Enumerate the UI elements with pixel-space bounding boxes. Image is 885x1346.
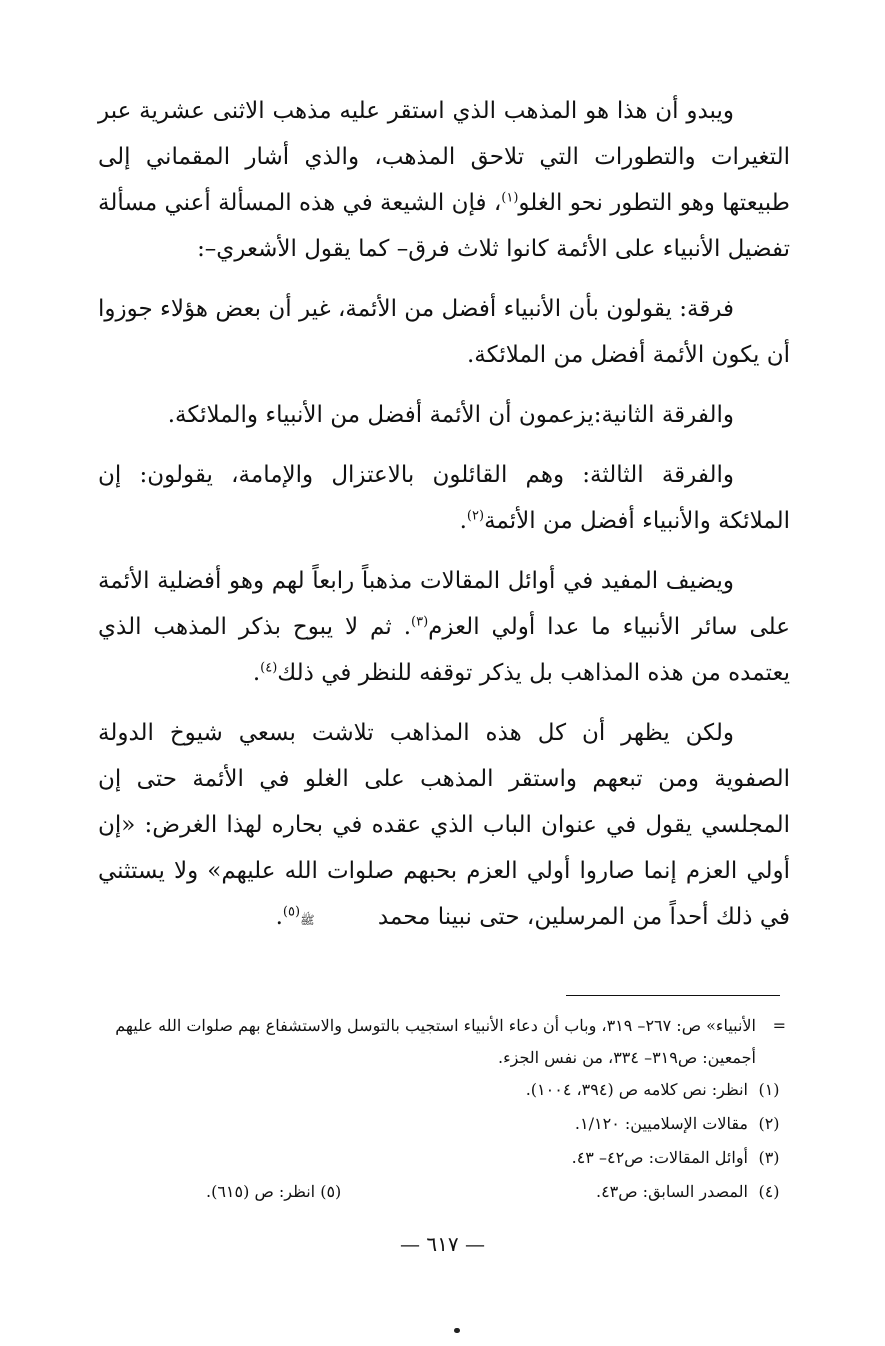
paragraph-5 <box>98 558 790 696</box>
footnote-separator <box>566 995 780 996</box>
paragraph-5-text-b: . ثم لا يبوح بذكر المذهب الذي يعتمده من هذه المذاهب بل يذكر توقفه للنظر في ذلك <box>98 614 790 686</box>
footnote-3 <box>86 1142 786 1176</box>
paragraph-6 <box>98 710 790 940</box>
paragraph-4 <box>98 452 790 544</box>
footnote-number: (٢) <box>758 1114 780 1133</box>
paragraph-1-text-a: ويبدو أن هذا هو المذهب الذي استقر عليه مذهب الاثنى عشرية عبر التغيرات والتطورات التي تلاحق المذهب، والذي أشار المقماني إلى طبيعتها وهو التطور نحو الغلو <box>98 98 790 216</box>
continuation-mark: = <box>772 1016 786 1035</box>
ink-speck <box>454 1328 460 1333</box>
paragraph-6-text-b: . <box>275 904 283 930</box>
paragraph-5-text-c: . <box>252 660 261 686</box>
footnotes <box>86 1010 786 1210</box>
footnote-2 <box>86 1108 786 1142</box>
footnote-4 <box>86 1176 786 1210</box>
footnote-number: (٤) <box>758 1182 780 1201</box>
salawat-glyph: ﷺ <box>300 913 315 927</box>
footnote-text: انظر: نص كلامه ص (٣٩٤، ١٠٠٤). <box>525 1080 748 1099</box>
footnote-text: مقالات الإسلاميين: ١/١٢٠. <box>574 1114 748 1133</box>
footnote-number: (١) <box>758 1080 780 1099</box>
paragraph-4-text-b: . <box>459 508 467 534</box>
footnote-text: المصدر السابق: ص٤٣. <box>595 1182 748 1201</box>
footnote-ref-2: (٢) <box>466 508 485 524</box>
paragraph-2 <box>98 286 790 378</box>
footnote-number: (٣) <box>758 1148 780 1167</box>
paragraph-3 <box>98 392 790 438</box>
page-number: — ٦١٧ — <box>400 1232 485 1256</box>
footnote-text: أوائل المقالات: ص٤٢– ٤٣. <box>571 1148 748 1167</box>
footnote-continuation <box>86 1010 786 1074</box>
paragraph-2-text: فرقة: يقولون بأن الأنبياء أفضل من الأئمة، غير أن بعض هؤلاء جوزوا أن يكون الأئمة أفضل من الملائكة. <box>98 296 790 368</box>
paragraph-4-text-a: والفرقة الثالثة: وهم القائلون بالاعتزال والإمامة، يقولون: إن الملائكة والأنبياء أفضل من الأئمة <box>98 462 790 534</box>
footnote-1 <box>86 1074 786 1108</box>
paragraph-5-text-a: ويضيف المفيد في أوائل المقالات مذهباً رابعاً لهم وهو أفضلية الأئمة على سائر الأنبياء ما عدا أولي العزم <box>98 568 790 640</box>
paragraph-6-text-a: ولكن يظهر أن كل هذه المذاهب تلاشت بسعي شيوخ الدولة الصفوية ومن تبعهم واستقر المذهب على الغلو في الأئمة حتى إن المجلسي يقول في عنوان الباب الذي عقده في بحاره لهذا الغرض: «إن أولي العزم إنما صاروا أولي العزم بحبهم صلوات الله عليهم» ولا يستثني في ذلك أحداً من المرسلين، حتى نبينا محمد <box>98 720 790 930</box>
continuation-text: الأنبياء» ص: ٢٦٧– ٣١٩، وباب أن دعاء الأنبياء استجيب بالتوسل والاستشفاع بهم صلوات الله عليهم أجمعين: ص٣١٩– ٣٣٤، من نفس الجزء. <box>115 1016 756 1067</box>
paragraph-1-text-b: ، فإن الشيعة في هذه المسألة أعني مسألة تفضيل الأنبياء على الأئمة كانوا ثلاث فرق– كما يقول الأشعري–: <box>98 190 790 262</box>
footnote-ref-4: (٤) <box>260 660 278 676</box>
main-text <box>98 88 790 954</box>
footnote-text: انظر: ص (٦١٥). <box>206 1182 316 1201</box>
paragraph-3-text: والفرقة الثانية:يزعمون أن الأئمة أفضل من الأنبياء والملائكة. <box>167 402 734 428</box>
footnote-5 <box>206 1176 341 1208</box>
paragraph-1 <box>98 88 790 272</box>
footnote-ref-5: (٥) <box>282 904 301 920</box>
footnote-ref-1: (١) <box>501 190 519 206</box>
footnote-ref-3: (٣) <box>411 614 429 630</box>
footnote-number: (٥) <box>320 1182 342 1201</box>
